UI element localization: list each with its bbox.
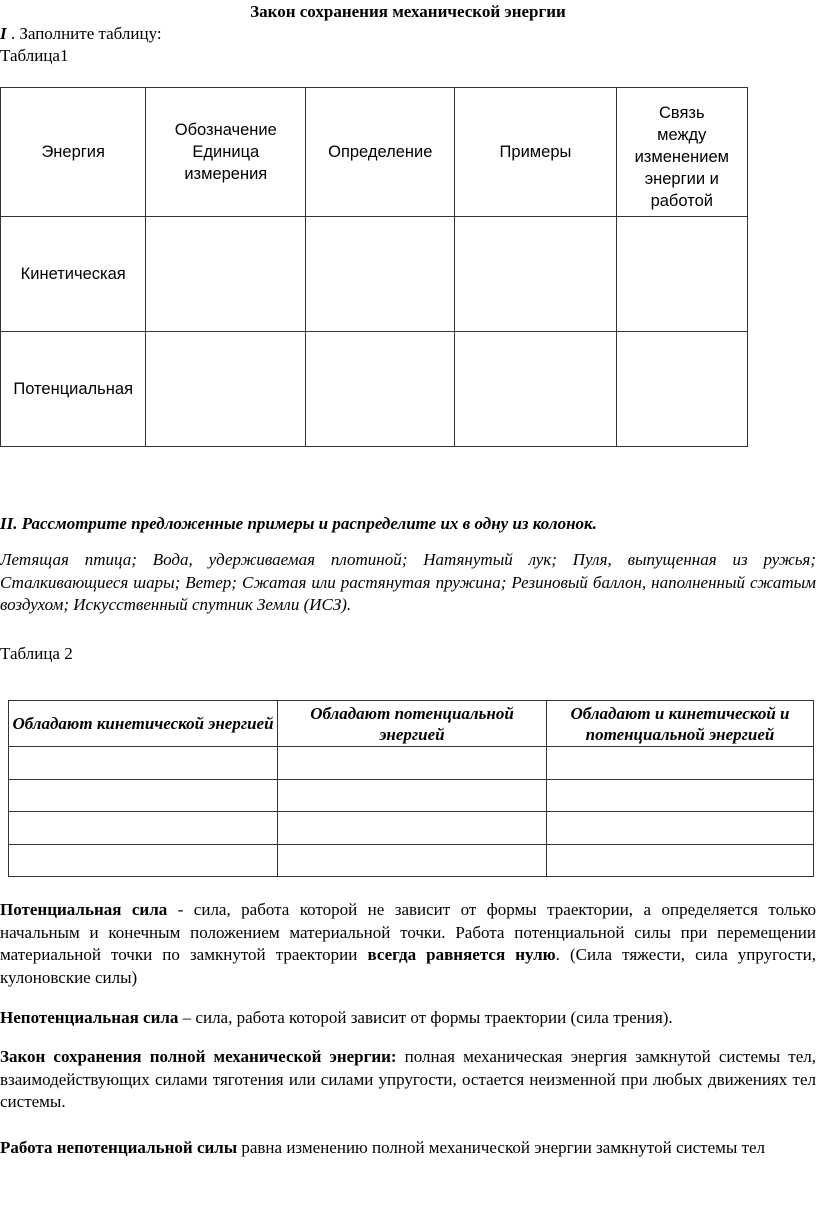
- table-cell[interactable]: [616, 332, 747, 447]
- row-label-kinetic: Кинетическая: [1, 217, 146, 332]
- table-cell[interactable]: [616, 217, 747, 332]
- definition-text: . (Сила тяжести, сила упругости, кулоновские силы): [0, 945, 816, 987]
- table-cell[interactable]: [547, 747, 814, 780]
- section2-heading: II. Рассмотрите предложенные примеры и распределите их в одну из колонок.: [0, 514, 597, 533]
- table-cell[interactable]: [306, 217, 455, 332]
- definition-nonpotential-force: [0, 1007, 816, 1030]
- definition-text: полная механическая энергия замкнутой системы тел, взаимодействующих силами тяготения или силами упругости, остается неизменной при любых движениях тел системы.: [0, 1047, 816, 1111]
- header-work-relation: Связь между изменением энергии и работой: [616, 88, 747, 217]
- term: Непотенциальная сила: [0, 1008, 179, 1027]
- header-examples: Примеры: [455, 88, 616, 217]
- row-label-potential: Потенциальная: [1, 332, 146, 447]
- table-row: [9, 747, 814, 780]
- table-cell[interactable]: [278, 779, 547, 812]
- table-cell[interactable]: [9, 812, 278, 845]
- header-kinetic: Обладают кинетической энергией: [9, 701, 278, 747]
- table-cell[interactable]: [146, 332, 306, 447]
- table-cell[interactable]: [278, 812, 547, 845]
- header-definition: Определение: [306, 88, 455, 217]
- definition-text: – сила, работа которой зависит от формы траектории (сила трения).: [178, 1008, 673, 1027]
- section1-number: I: [0, 24, 7, 43]
- table-cell[interactable]: [306, 332, 455, 447]
- table-cell[interactable]: [547, 812, 814, 845]
- term: Потенциальная сила: [0, 900, 168, 919]
- emphasis: всегда равняется нулю: [367, 945, 556, 964]
- definition-nonpotential-work: [0, 1137, 816, 1160]
- table-row: [1, 332, 748, 447]
- table-row: [9, 844, 814, 877]
- table-row: [1, 217, 748, 332]
- header-notation-unit: Обозначение Единица измерения: [146, 88, 306, 217]
- classification-table: [8, 700, 814, 877]
- table-cell[interactable]: [547, 844, 814, 877]
- table-cell[interactable]: [547, 779, 814, 812]
- table2-label: Таблица 2: [0, 644, 73, 663]
- table-cell[interactable]: [9, 747, 278, 780]
- examples-list: Летящая птица; Вода, удерживаемая плотиной; Натянутый лук; Пуля, выпущенная из ружья; Сталкивающиеся шары; Ветер; Сжатая или растянутая пружина; Резиновый баллон, наполненный сжатым воздухом; Искусственный спутник Земли (ИСЗ).: [0, 550, 816, 614]
- document-title: Закон сохранения механической энергии: [250, 2, 566, 21]
- table-cell[interactable]: [278, 747, 547, 780]
- table-cell[interactable]: [9, 844, 278, 877]
- table-cell[interactable]: [9, 779, 278, 812]
- definition-text: - сила, работа которой не зависит от формы траектории, а определяется только начальным и конечным положением материальной точки. Работа потенциальной силы при перемещении материальной точки по замкнутой траектории: [0, 900, 816, 964]
- table-cell[interactable]: [146, 217, 306, 332]
- energy-table: [0, 87, 748, 447]
- definition-text: равна изменению полной механической энергии замкнутой системы тел: [237, 1138, 766, 1157]
- table1-label: Таблица1: [0, 46, 69, 65]
- section1-instruction: [0, 24, 162, 44]
- term: Работа непотенциальной силы: [0, 1138, 238, 1157]
- table-cell[interactable]: [278, 844, 547, 877]
- definition-conservation-law: [0, 1046, 816, 1114]
- table-cell[interactable]: [455, 217, 616, 332]
- header-energy: Энергия: [1, 88, 146, 217]
- table-cell[interactable]: [455, 332, 616, 447]
- section1-text: . Заполните таблицу:: [6, 24, 162, 43]
- definition-potential-force: [0, 899, 816, 989]
- term: Закон сохранения полной механической энергии:: [0, 1047, 397, 1066]
- table-row: [9, 779, 814, 812]
- table-row: [9, 812, 814, 845]
- header-both: Обладают и кинетической и потенциальной энергией: [547, 701, 814, 747]
- header-potential: Обладают потенциальной энергией: [278, 701, 547, 747]
